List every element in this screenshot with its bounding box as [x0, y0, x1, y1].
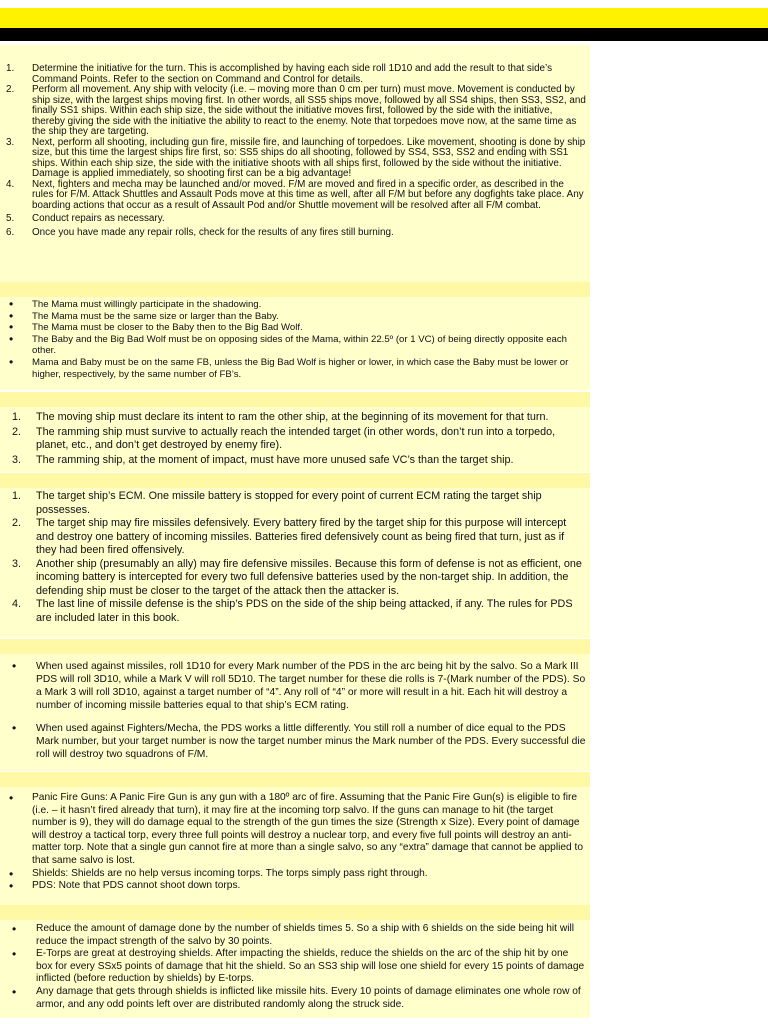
pds-rules-list [6, 660, 586, 761]
rule-text: The moving ship must declare its intent to ram the other ship, at the beginning of its movement for that turn. [36, 411, 549, 423]
bullet-icon: • [9, 866, 14, 881]
rule-text: The target ship may fire missiles defensively. Every battery fired by the target ship for this purpose will intercept and destroy one battery of incoming missiles. Batteries fired defensively count as being fired that turn, just as if they had been fired offensively. [36, 517, 567, 556]
rule-text: E-Torps are great at destroying shields. After impacting the shields, reduce the shields on the arc of the ship hit by one box for every SSx5 points of damage that hit the shield. So an SS3 ship will lose one shield for every 15 points of damage inflicted (before reduction by shields) by E-torps. [36, 948, 585, 985]
list-item [6, 660, 586, 712]
list-item [6, 180, 586, 212]
list-item [6, 490, 586, 517]
bullet-icon: • [12, 947, 17, 962]
step-text: Perform all movement. Any ship with velocity (i.e. – moving more than 0 cm per turn) must move. Movement is conducted by ship size, with the largest ships moving first. In other words, all SS5 ships move, followed by all SS4 ships, then SS3, SS2, and finally SS1 ships. Within each ship size, the side without the initiative moves first, followed by the side with the initiative, thereby giving the side with the initiative the ability to react to the enemy. Note that torpedoes move now, at the same time as the ship they are targeting. [32, 84, 586, 137]
list-item [6, 598, 586, 625]
list-item [6, 880, 586, 893]
rule-text: Mama and Baby must be on the same FB, unless the Big Bad Wolf is higher or lower, in which case the Baby must be lower or higher, respectively, by the same number of FB’s. [32, 356, 569, 380]
list-item [6, 354, 586, 380]
list-item [6, 923, 586, 948]
step-text: Next, perform all shooting, including gun fire, missile fire, and launching of torpedoes. Like movement, shooting is done by ship size, but this time the largest ships fire first, so: SS5 ships do all shooting, followed by SS4, SS3, SS2 and ending with SS1 ships. Within each ship size, the side with the initiative shoots with all ships first, followed by the side without the initiative. Damage is applied immediately, so shooting first can be a big advantage! [32, 136, 586, 179]
list-item [6, 411, 586, 425]
list-item [6, 517, 586, 558]
section-separator [0, 772, 590, 787]
rule-text: The Mama must willingly participate in the shadowing. [32, 299, 262, 310]
list-item [6, 85, 586, 138]
rule-number: 4. [12, 598, 22, 610]
step-number: 1. [6, 63, 15, 74]
list-item [6, 986, 586, 1011]
list-item [6, 322, 586, 334]
rule-text: When used against Fighters/Mecha, the PDS works a little differently. You still roll a number of dice equal to the PDS Mark number, but your target number is now the target number minus the Mark number of the PDS. Every successful die roll will destroy two squadrons of F/M. [36, 723, 586, 760]
rule-text: The ramming ship, at the moment of impact, must have more unused safe VC’s than the target ship. [36, 453, 514, 466]
list-item [6, 331, 586, 357]
bullet-icon: • [9, 331, 14, 346]
rule-text: The last line of missile defense is the ship’s PDS on the side of the ship being attacked, if any. The rules for PDS are included later in this book. [36, 598, 573, 624]
initiative-steps-list [6, 64, 586, 238]
rule-number: 3. [12, 453, 22, 466]
step-text: Once you have made any repair rolls, check for the results of any fires still burning. [32, 226, 394, 238]
ramming-rules-list [6, 411, 586, 467]
section-separator [0, 282, 590, 297]
list-item [6, 558, 586, 599]
list-item [6, 138, 586, 180]
rule-text: Any damage that gets through shields is inflicted like missile hits. Every 10 points of damage eliminates one whole row of armor, and any odd points left over are distributed randomly along the struck side. [36, 985, 581, 1010]
list-item [6, 722, 586, 761]
bullet-icon: • [9, 354, 14, 369]
rule-text: The target ship’s ECM. One missile battery is stopped for every point of current ECM rating the target ship possesses. [36, 490, 542, 516]
rule-text: PDS: Note that PDS cannot shoot down torps. [32, 880, 241, 892]
section-separator [0, 639, 590, 654]
shield-rules-list [6, 923, 586, 1011]
header-black-rule [0, 28, 768, 41]
rule-text: Another ship (presumably an ally) may fire defensive missiles. Because this form of defense is not as efficient, one incoming battery is intercepted for every two full defensive batteries used by the non-target ship. In addition, the defending ship must be closer to the target of the attack then the attacker is. [36, 557, 582, 597]
rule-number: 2. [12, 425, 22, 438]
bullet-icon: • [12, 659, 17, 673]
missile-defense-list [6, 490, 586, 625]
list-item [6, 948, 586, 986]
rule-text: Reduce the amount of damage done by the number of shields times 5. So a ship with 6 shields on the side being hit will reduce the impact strength of the salvo by 30 points. [36, 923, 574, 947]
rule-text: The Baby and the Big Bad Wolf must be on opposing sides of the Mama, within 22.5º (or 1 VC) of being directly opposite each other. [32, 333, 568, 357]
torpedo-defense-list [6, 792, 586, 893]
list-item [6, 214, 586, 225]
header-yellow-bar [0, 8, 768, 28]
step-number: 3. [6, 136, 15, 148]
rule-text: Panic Fire Guns: A Panic Fire Gun is any gun with a 180º arc of fire. Assuming that the Panic Fire Gun(s) is eligible to fire (i.e. – it hasn’t fired already that turn), it may fire at the incoming torp salvo. If the guns can manage to hit (the target number is 9), they will do damage equal to the strength of the gun times the size (Strength x Size). Every point of damage will destroy a tactical torp, every three full points will destroy a nuclear torp, and every five full points will destroy an anti-matter torp. Note that a single gun cannot fire at more than a single salvo, so any “extra” damage that cannot be applied to that same salvo is lost. [32, 792, 584, 866]
step-number: 5. [6, 213, 15, 224]
bullet-icon: • [12, 721, 17, 735]
rule-number: 1. [12, 490, 22, 502]
list-item [6, 868, 586, 881]
rule-text: When used against missiles, roll 1D10 for every Mark number of the PDS in the arc being hit by the salvo. So a Mark III PDS will roll 3D10, while a Mark V will roll 5D10. The target number for these die rolls is 7-(Mark number of the PDS). So a Mark 3 will roll 3D10, against a target number of “4”. Any roll of “4” or more will result in a hit. Each hit will destroy a number of incoming missile batteries equal to that ship’s ECM rating. [36, 661, 586, 711]
bullet-icon: • [9, 320, 14, 335]
list-item [6, 64, 586, 85]
step-text: Next, fighters and mecha may be launched and/or moved. F/M are moved and fired in a specific order, as described in the rules for F/M. Attack Shuttles and Assault Pods move at this time as well, after all F/M but before any dogfights take place. Any boarding actions that occur as a result of Assault Pod and/or Shuttle movement will be resolved after all F/M combat. [32, 178, 584, 211]
rule-number: 3. [12, 557, 22, 570]
list-item [6, 454, 586, 468]
rule-number: 2. [12, 517, 22, 529]
bullet-icon: • [9, 879, 14, 894]
step-text: Determine the initiative for the turn. This is accomplished by having each side roll 1D10 and add the result to that side’s Command Points. Refer to the section on Command and Control for details. [32, 63, 553, 85]
section-separator [0, 905, 590, 920]
bullet-icon: • [9, 308, 14, 323]
list-item [6, 308, 586, 323]
list-item [6, 228, 586, 239]
section-separator [0, 392, 590, 407]
step-number: 6. [6, 226, 15, 238]
step-text: Conduct repairs as necessary. [32, 213, 165, 224]
rule-text: The ramming ship must survive to actually reach the intended target (in other words, don’t run into a torpedo, planet, etc., and don’t get destroyed by enemy fire). [36, 425, 556, 451]
step-number: 2. [6, 84, 15, 95]
step-number: 4. [6, 178, 15, 190]
bullet-icon: • [12, 984, 17, 999]
list-item [6, 792, 586, 868]
rule-number: 1. [12, 411, 22, 423]
list-item [6, 299, 586, 311]
bullet-icon: • [9, 297, 14, 311]
rule-text: Shields: Shields are no help versus incoming torps. The torps simply pass right through. [32, 867, 428, 879]
rule-text: The Mama must be closer to the Baby then to the Big Bad Wolf. [32, 322, 303, 334]
rule-text: The Mama must be the same size or larger than the Baby. [32, 310, 279, 322]
bullet-icon: • [9, 791, 14, 805]
bullet-icon: • [12, 922, 17, 936]
section-separator [0, 473, 590, 488]
shadowing-rules-list [6, 299, 586, 380]
list-item [6, 426, 586, 453]
